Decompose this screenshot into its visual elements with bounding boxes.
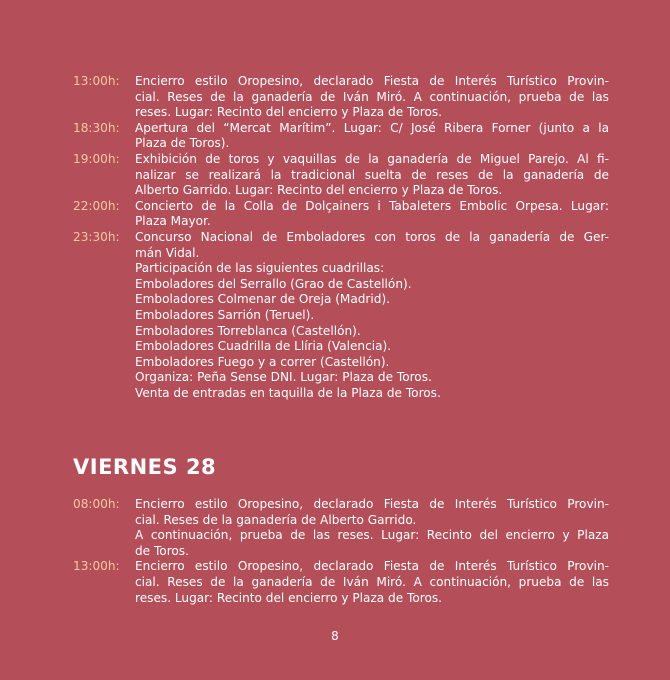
- event-line: Emboladores Colmenar de Oreja (Madrid).: [135, 292, 391, 307]
- event-description: [135, 152, 609, 199]
- event-22-00: [73, 199, 609, 230]
- event-08-00: [73, 497, 609, 559]
- event-description: [135, 497, 609, 559]
- event-time: 22:00h:: [73, 198, 120, 213]
- event-13-00: [73, 74, 609, 121]
- event-line: A continuación, prueba de las reses. Lugar: Recinto del encierro y Plaza: [135, 528, 609, 543]
- schedule-block-2: [73, 497, 609, 606]
- event-description: [135, 559, 609, 606]
- event-line: de Toros.: [135, 543, 189, 558]
- event-18-30: [73, 121, 609, 152]
- event-time: 13:00h:: [73, 559, 120, 574]
- event-description: [135, 199, 609, 230]
- event-description: [135, 121, 609, 152]
- event-line: Emboladores Cuadrilla de Llíria (Valencia).: [135, 339, 392, 354]
- event-line: reses. Lugar: Recinto del encierro y Plaza de Toros.: [135, 105, 442, 120]
- event-time: 08:00h:: [73, 497, 120, 511]
- event-line: Concurso Nacional de Emboladores con toros de la ganadería de Ger-: [135, 229, 609, 244]
- event-line: Participación de las siguientes cuadrillas:: [135, 261, 385, 276]
- page-number: 8: [331, 629, 339, 643]
- event-line: Emboladores del Serrallo (Grao de Castellón).: [135, 276, 412, 291]
- event-line: reses. Lugar: Recinto del encierro y Plaza de Toros.: [135, 590, 442, 605]
- event-line: mán Vidal.: [135, 245, 200, 260]
- event-line: Emboladores Sarrión (Teruel).: [135, 307, 315, 322]
- event-line: Apertura del “Mercat Marítim”. Lugar: C/ José Ribera Forner (junto a la: [135, 120, 609, 135]
- event-time: 18:30h:: [73, 120, 120, 135]
- event-line: Encierro estilo Oropesino, declarado Fiesta de Interés Turístico Provin-: [135, 74, 609, 88]
- event-description: [135, 74, 609, 121]
- event-line: Venta de entradas en taquilla de la Plaza de Toros.: [135, 385, 441, 400]
- event-line: Exhibición de toros y vaquillas de la ganadería de Miguel Parejo. Al fi-: [135, 151, 609, 166]
- event-line: Emboladores Torreblanca (Castellón).: [135, 323, 361, 338]
- event-line: nalizar se realizará la tradicional suelta de reses de la ganadería de: [135, 167, 609, 182]
- event-time: 23:30h:: [73, 229, 120, 244]
- event-19-00: [73, 152, 609, 199]
- event-time: 13:00h:: [73, 74, 120, 88]
- event-23-30: [73, 230, 609, 402]
- event-line: cial. Reses de la ganadería de Iván Miró. A continuación, prueba de las: [135, 574, 609, 589]
- event-line: Encierro estilo Oropesino, declarado Fiesta de Interés Turístico Provin-: [135, 497, 609, 511]
- event-line: Encierro estilo Oropesino, declarado Fiesta de Interés Turístico Provin-: [135, 559, 609, 574]
- event-line: cial. Reses de la ganadería de Alberto Garrido.: [135, 512, 417, 527]
- event-time: 19:00h:: [73, 151, 120, 166]
- event-line: cial. Reses de la ganadería de Iván Miró. A continuación, prueba de las: [135, 89, 609, 104]
- event-line: Plaza de Toros).: [135, 136, 230, 151]
- day-heading: VIERNES 28: [73, 455, 217, 479]
- event-line: Alberto Garrido. Lugar: Recinto del encierro y Plaza de Toros.: [135, 183, 503, 198]
- event-line: Organiza: Peña Sense DNI. Lugar: Plaza de Toros.: [135, 370, 432, 385]
- event-line: Concierto de la Colla de Dolçainers i Tabaleters Embolic Orpesa. Lugar:: [135, 198, 609, 213]
- event-line: Plaza Mayor.: [135, 214, 211, 229]
- event-line: Emboladores Fuego y a correr (Castellón).: [135, 354, 390, 369]
- schedule-block-1: [73, 74, 609, 401]
- event-description: [135, 230, 609, 402]
- event-13-00-b: [73, 559, 609, 606]
